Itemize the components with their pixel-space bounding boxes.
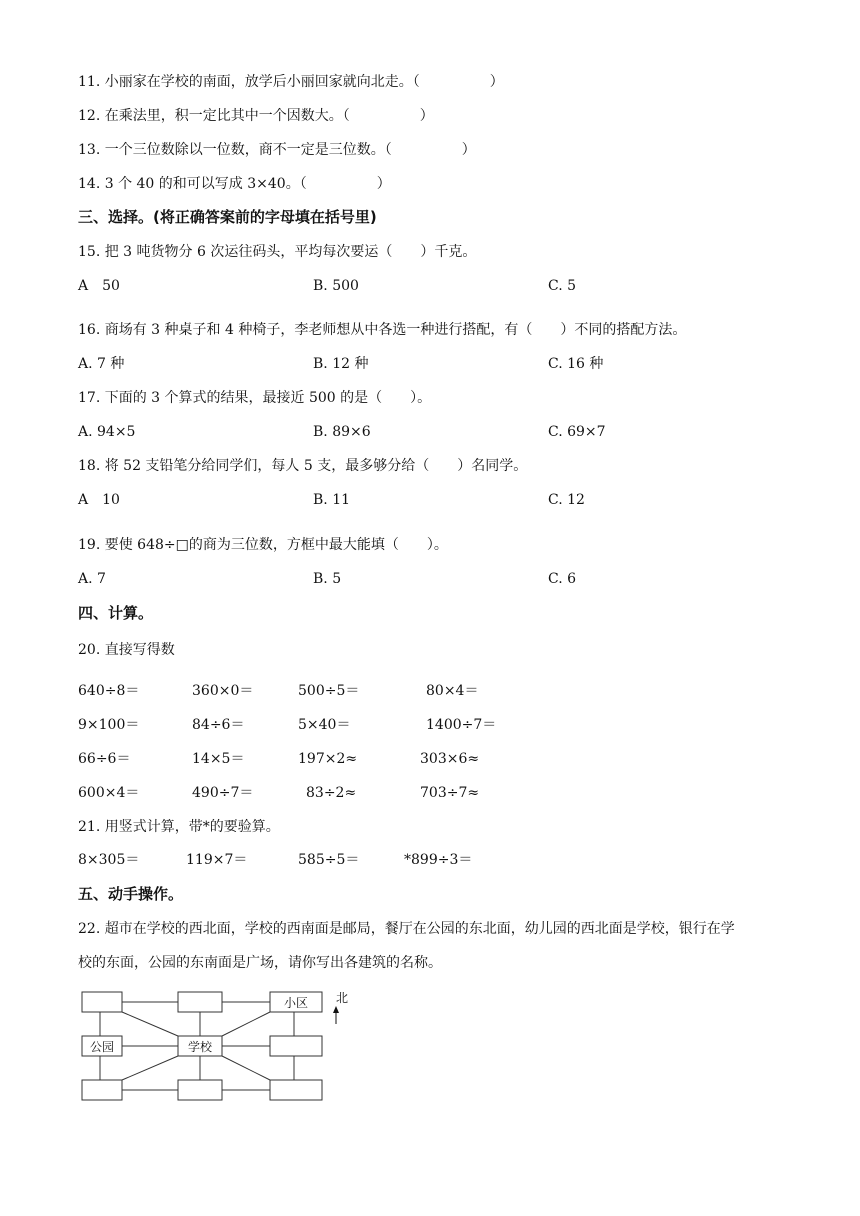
question-22-line-2: 校的东面，公园的东南面是广场，请你写出各建筑的名称。 [78, 955, 442, 971]
vertical-calc: 119×7＝ [186, 852, 248, 868]
choice-18-option-b: B. 11 [313, 492, 351, 508]
choice-16-option-a: A. 7 种 [78, 356, 125, 372]
map-box-southeast [270, 1080, 322, 1100]
map-box-south [178, 1080, 222, 1100]
north-arrow-icon [333, 1006, 339, 1024]
choice-19-option-c: C. 6 [548, 571, 577, 587]
oral-calc: 80×4＝ [426, 683, 479, 699]
north-label: 北 [336, 991, 349, 1005]
choice-17-option-c: C. 69×7 [548, 424, 606, 440]
map-label-park: 公园 [89, 1040, 115, 1054]
choice-question-18: 18. 将 52 支铅笔分给同学们，每人 5 支，最多够分给（ ）名同学。 [78, 458, 528, 474]
oral-calc: 500÷5＝ [298, 683, 360, 699]
choice-16-option-b: B. 12 种 [313, 356, 369, 372]
choice-15-option-a: A 50 [78, 278, 120, 294]
choice-16-option-c: C. 16 种 [548, 356, 604, 372]
map-box-northwest [82, 992, 122, 1012]
choice-15-option-c: C. 5 [548, 278, 577, 294]
judge-item-13: 13. 一个三位数除以一位数，商不一定是三位数。（ ） [78, 142, 476, 158]
oral-calc: 14×5＝ [192, 751, 245, 767]
oral-calc: 640÷8＝ [78, 683, 140, 699]
direction-map-diagram [78, 986, 358, 1106]
oral-calc: 9×100＝ [78, 717, 140, 733]
oral-calc: 197×2≈ [298, 751, 358, 767]
oral-calc: 490÷7＝ [192, 785, 254, 801]
judge-item-14: 14. 3 个 40 的和可以写成 3×40。（ ） [78, 176, 391, 192]
choice-question-17: 17. 下面的 3 个算式的结果，最接近 500 的是（ ）。 [78, 390, 432, 406]
oral-calc: 66÷6＝ [78, 751, 131, 767]
choice-19-option-b: B. 5 [313, 571, 342, 587]
choice-question-16: 16. 商场有 3 种桌子和 4 种椅子，李老师想从中各选一种进行搭配，有（ ）不同的搭配方法。 [78, 322, 687, 338]
map-box-east [270, 1036, 322, 1056]
oral-calc: 1400÷7＝ [426, 717, 497, 733]
oral-calc: 5×40＝ [298, 717, 351, 733]
map-label-community: 小区 [283, 996, 309, 1010]
choice-18-option-a: A 10 [78, 492, 120, 508]
choice-question-19: 19. 要使 648÷□的商为三位数，方框中最大能填（ ）。 [78, 537, 448, 553]
map-box-north [178, 992, 222, 1012]
vertical-calc: 8×305＝ [78, 852, 140, 868]
judge-item-11: 11. 小丽家在学校的南面，放学后小丽回家就向北走。（ ） [78, 74, 504, 90]
vertical-calc: *899÷3＝ [404, 852, 473, 868]
choice-question-15: 15. 把 3 吨货物分 6 次运往码头，平均每次要运（ ）千克。 [78, 244, 477, 260]
choice-17-option-a: A. 94×5 [78, 424, 136, 440]
oral-calc: 83÷2≈ [306, 785, 357, 801]
question-20: 20. 直接写得数 [78, 642, 175, 658]
oral-calc: 360×0＝ [192, 683, 254, 699]
oral-calc: 303×6≈ [420, 751, 480, 767]
vertical-calc: 585÷5＝ [298, 852, 360, 868]
choice-18-option-c: C. 12 [548, 492, 585, 508]
oral-calc: 703÷7≈ [420, 785, 480, 801]
section-heading-calc: 四、计算。 [78, 604, 154, 622]
map-box-southwest [82, 1080, 122, 1100]
oral-calc: 600×4＝ [78, 785, 140, 801]
judge-item-12: 12. 在乘法里，积一定比其中一个因数大。（ ） [78, 108, 434, 124]
map-label-school: 学校 [187, 1040, 213, 1054]
question-21: 21. 用竖式计算，带*的要验算。 [78, 819, 280, 835]
choice-17-option-b: B. 89×6 [313, 424, 371, 440]
question-22-line-1: 22. 超市在学校的西北面，学校的西南面是邮局，餐厅在公园的东北面，幼儿园的西北面是学校，银行在学 [78, 921, 735, 937]
section-heading-operate: 五、动手操作。 [78, 885, 184, 903]
choice-19-option-a: A. 7 [78, 571, 106, 587]
oral-calc: 84÷6＝ [192, 717, 245, 733]
choice-15-option-b: B. 500 [313, 278, 359, 294]
section-heading-choice: 三、选择。(将正确答案前的字母填在括号里) [78, 208, 377, 226]
